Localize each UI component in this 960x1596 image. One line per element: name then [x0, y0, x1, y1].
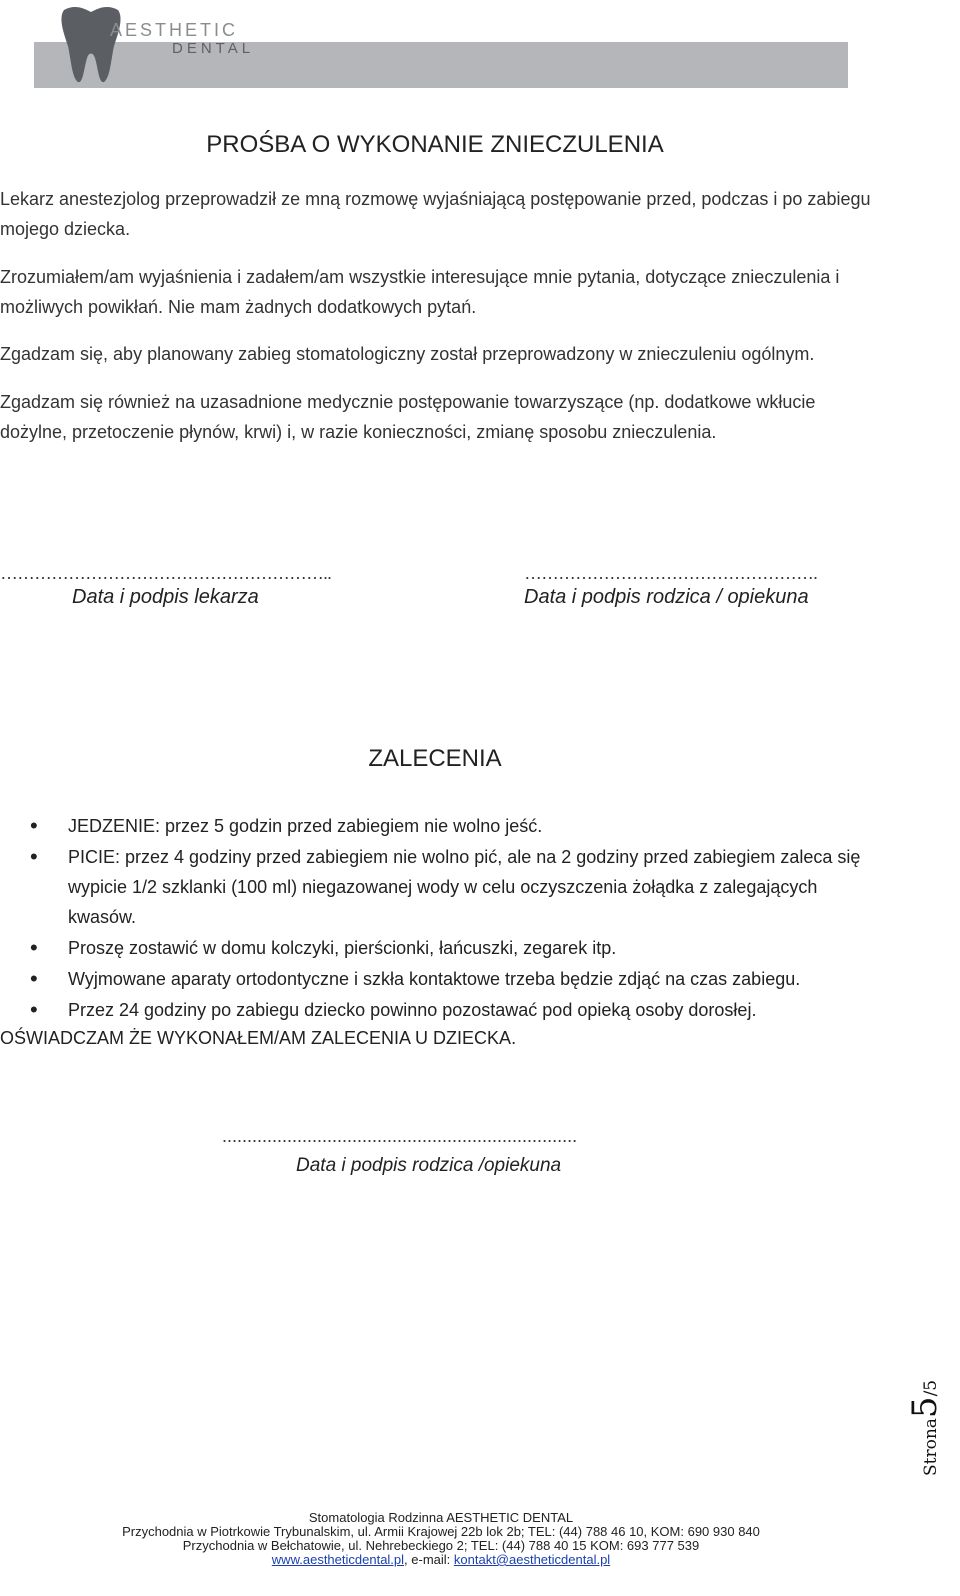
- declaration-text: OŚWIADCZAM ŻE WYKONAŁEM/AM ZALECENIA U DZIECKA.: [0, 1028, 517, 1048]
- page-prefix: Strona: [921, 1418, 941, 1476]
- recommendation-text: Przez 24 godziny po zabiegu dziecko powinno pozostawać pod opieką osoby dorosłej.: [68, 1000, 757, 1020]
- bullet-icon: •: [30, 844, 38, 869]
- list-item: [0, 811, 880, 841]
- bullet-icon: •: [30, 997, 38, 1022]
- page-number: [905, 1372, 945, 1482]
- website-link[interactable]: www.aestheticdental.pl: [271, 1552, 405, 1567]
- consent-paragraph: Zgadzam się również na uzasadnione medycznie postępowanie towarzyszące (np. dodatkowe wkłucie dożylne, przetoczenie płynów, krwi) i, w razie konieczności, zmianę sposobu znieczulenia.: [0, 392, 816, 442]
- recommendation-text: Wyjmowane aparaty ortodontyczne i szkła kontaktowe trzeba będzie zdjąć na czas zabiegu.: [68, 969, 801, 989]
- page-current: 5: [905, 1396, 945, 1419]
- footer-address-belchatow: Przychodnia w Bełchatowie, ul. Nehrebeckiego 2; TEL: (44) 788 40 15 KOM: 693 777 539: [182, 1538, 700, 1553]
- signature-line-parent: …………………………………………….: [524, 563, 818, 583]
- signature-label-guardian: Data i podpis rodzica /opiekuna: [296, 1155, 562, 1176]
- signature-line-guardian: .......................................................................: [222, 1126, 578, 1146]
- header-band: [34, 42, 848, 88]
- tooth-logo-icon: [60, 4, 122, 84]
- page-total: /5: [921, 1379, 941, 1397]
- recommendation-text: JEDZENIE: przez 5 godzin przed zabiegiem nie wolno jeść.: [68, 816, 543, 836]
- consent-paragraph: Lekarz anestezjolog przeprowadził ze mną rozmowę wyjaśniającą postępowanie przed, podczas i po zabiegu mojego dziecka.: [0, 189, 871, 239]
- signature-line-doctor: …………………………………………………..: [0, 563, 332, 583]
- list-item: [0, 964, 880, 994]
- bullet-icon: •: [30, 935, 38, 960]
- consent-title: PROŚBA O WYKONANIE ZNIECZULENIA: [206, 131, 664, 158]
- recommendations-list: [0, 811, 880, 1026]
- footer-address-piotrkow: Przychodnia w Piotrkowie Trybunalskim, ul. Armii Krajowej 22b lok 2b; TEL: (44) 788 46 10, KOM: 690 930 840: [122, 1524, 760, 1539]
- email-link[interactable]: kontakt@aestheticdental.pl: [453, 1552, 611, 1567]
- signature-label-parent: Data i podpis rodzica / opiekuna: [524, 586, 809, 608]
- bullet-icon: •: [30, 966, 38, 991]
- recommendation-text: Proszę zostawić w domu kolczyki, pierścionki, łańcuszki, zegarek itp.: [68, 938, 617, 958]
- footer-contact: [0, 1552, 882, 1567]
- consent-paragraph: Zrozumiałem/am wyjaśnienia i zadałem/am wszystkie interesujące mnie pytania, dotyczące znieczulenia i możliwych powikłań. Nie mam żadnych dodatkowych pytań.: [0, 267, 840, 317]
- list-item: [0, 995, 880, 1025]
- list-item: [0, 842, 880, 932]
- signature-label-doctor: Data i podpis lekarza: [72, 586, 259, 608]
- bullet-icon: •: [30, 813, 38, 838]
- recommendations-title: ZALECENIA: [368, 745, 502, 772]
- consent-paragraph: Zgadzam się, aby planowany zabieg stomatologiczny został przeprowadzony w znieczuleniu ogólnym.: [0, 344, 815, 364]
- svg-text:Strona5/5: [905, 1380, 945, 1476]
- logo-wordmark-bottom: DENTAL: [172, 40, 255, 57]
- footer-company: Stomatologia Rodzinna AESTHETIC DENTAL: [308, 1510, 574, 1525]
- email-label: , e-mail:: [404, 1552, 454, 1567]
- list-item: [0, 933, 880, 963]
- recommendation-text: PICIE: przez 4 godziny przed zabiegiem nie wolno pić, ale na 2 godziny przed zabiegiem zaleca się wypicie 1/2 szklanki (100 ml) niegazowanej wody w celu oczyszczenia żołądka z zalegających kwasów.: [68, 847, 861, 927]
- logo-wordmark-top: AESTHETIC: [110, 20, 239, 40]
